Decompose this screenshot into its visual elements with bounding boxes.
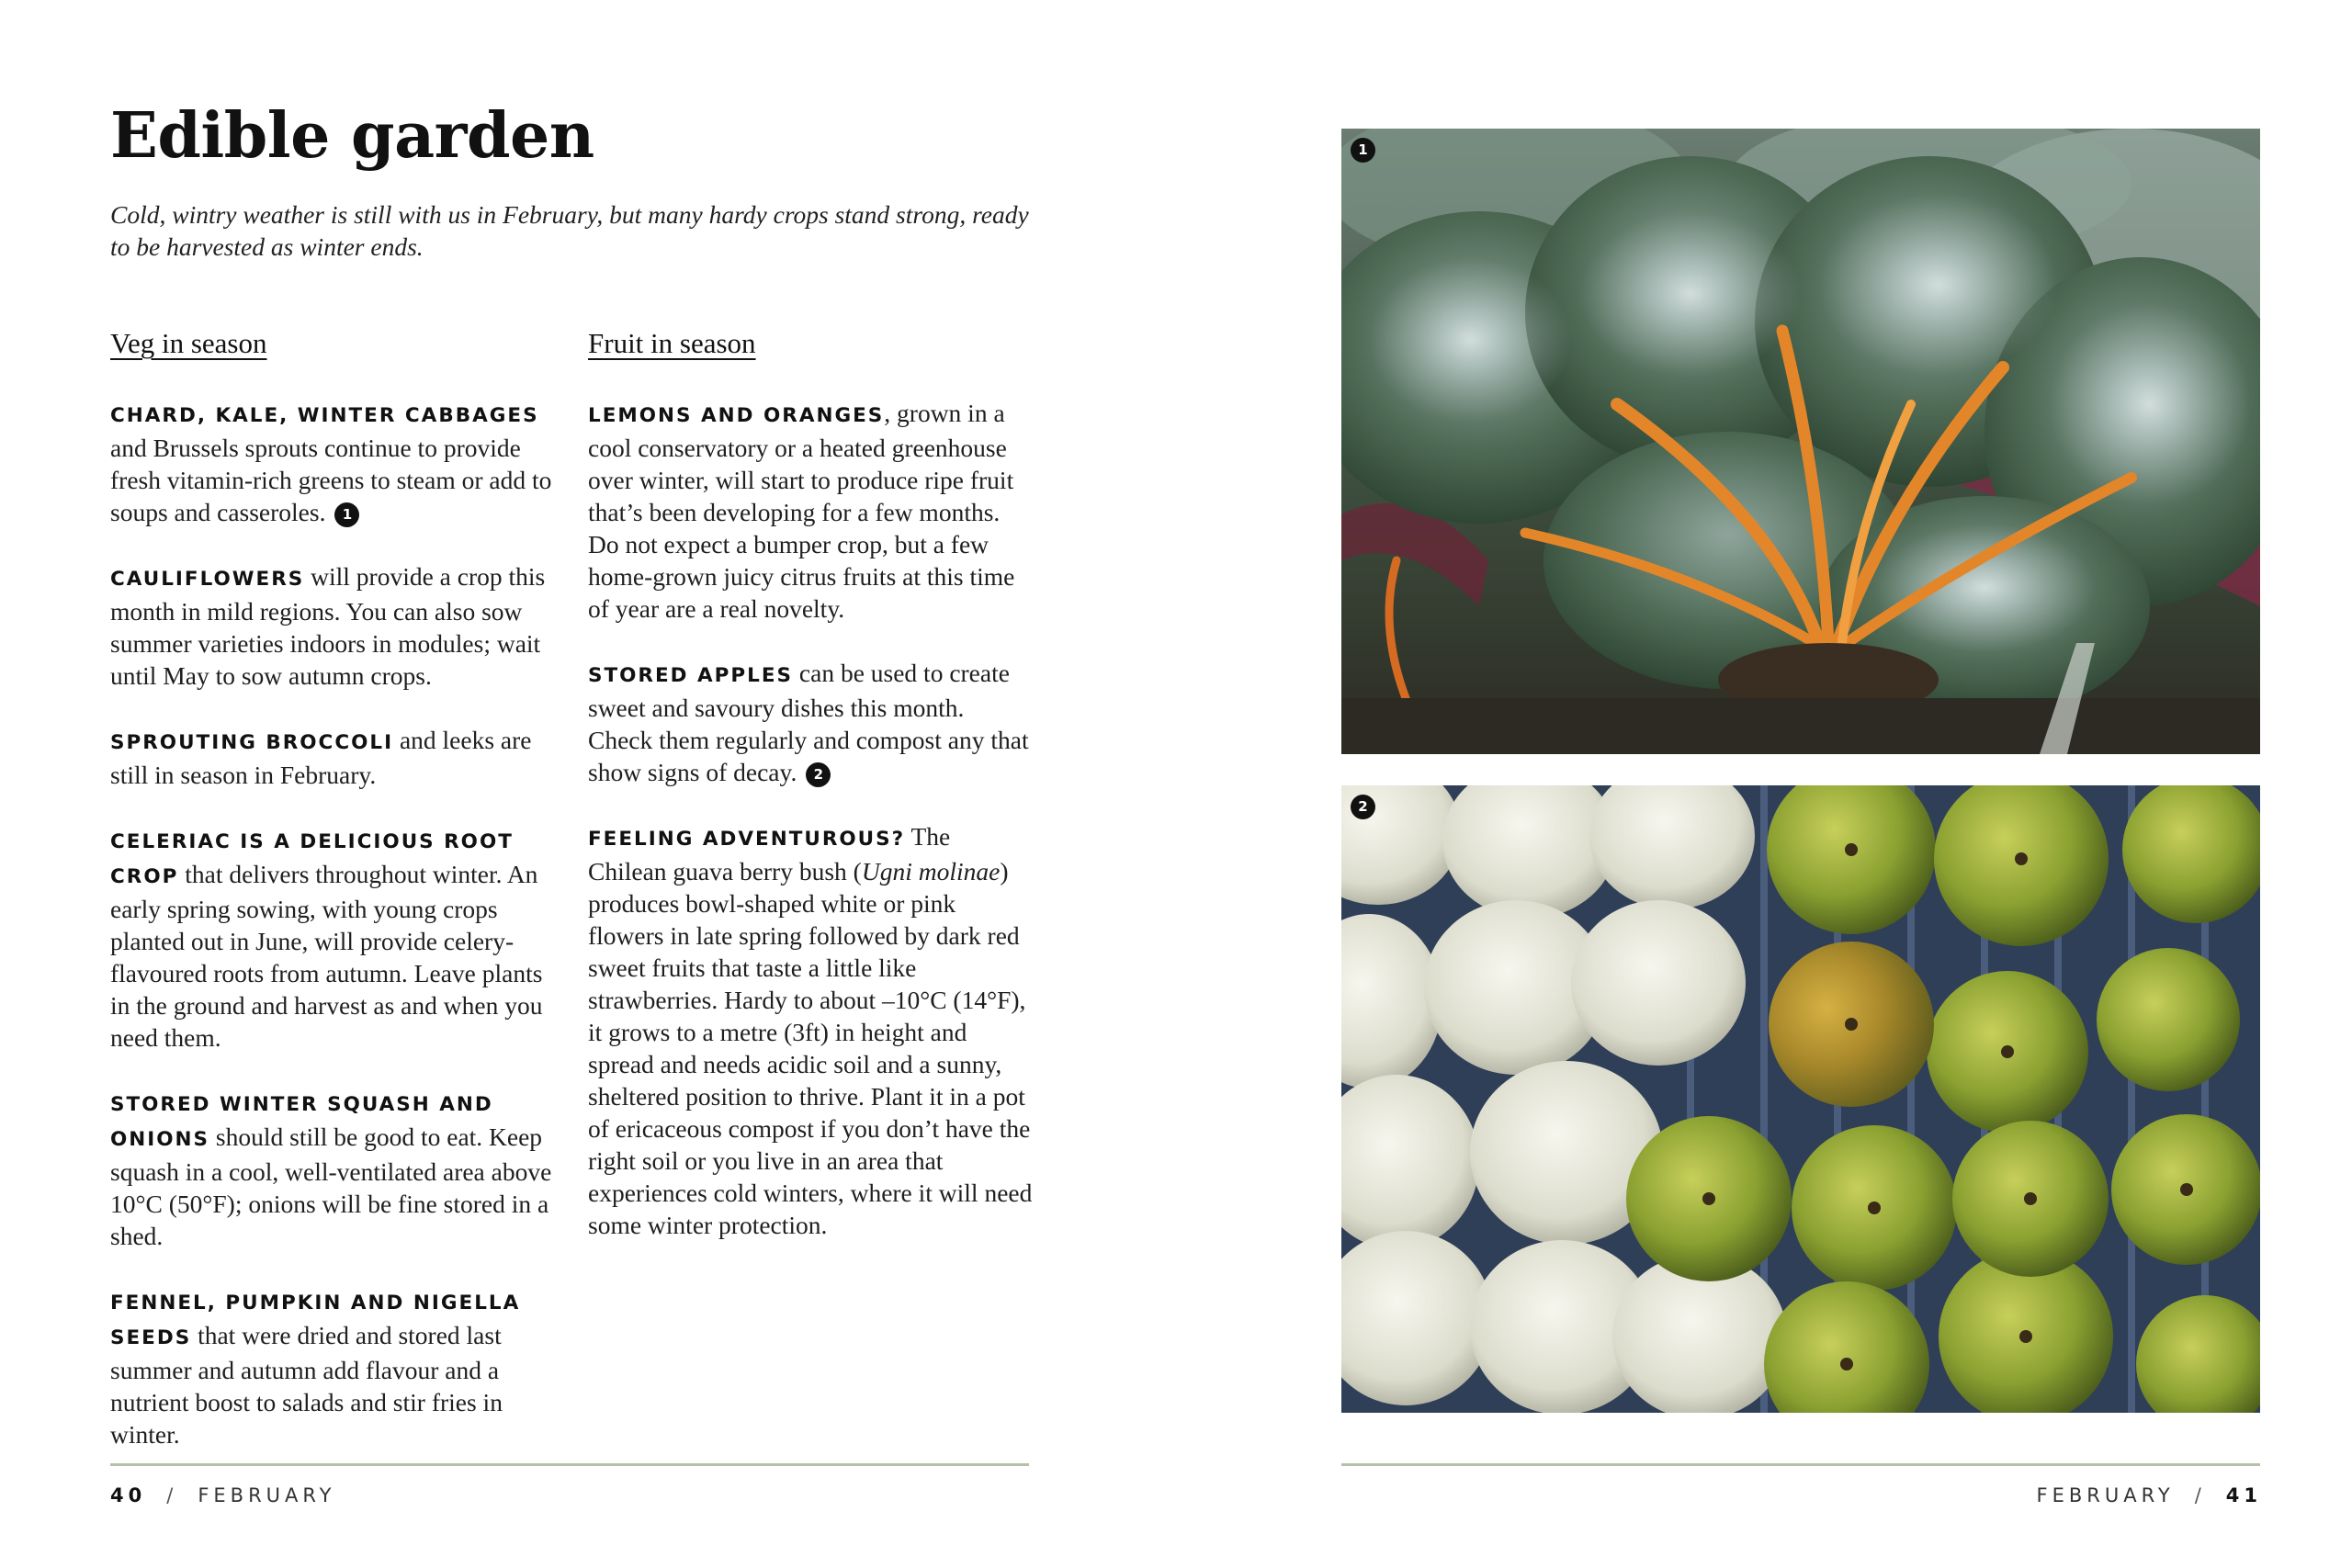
item-text: ) produces bowl-shaped white or pink flowers in late spring followed by dark red sweet fruits that taste a little like strawberries. Hardy to about –10°C (14°F), it grows to a metre (3ft) in height and spread and needs acidic soil and a sunny, sheltered position to thrive. Plant it in a pot of ericaceous compost if you don’t have the right soil or you live in an area that experiences cold winters, where it will need some winter protection. (588, 857, 1033, 1239)
veg-item (110, 1086, 556, 1252)
photo-apples (1341, 785, 2260, 1413)
fruit-item (588, 657, 1034, 788)
veg-in-season-column (110, 323, 556, 1483)
photo-number-badge: 2 (1351, 795, 1375, 819)
photo-number-badge: 1 (1351, 138, 1375, 163)
photo-chard (1341, 129, 2260, 754)
photo-ref-badge: 2 (806, 762, 831, 787)
item-lead: CHARD, KALE, WINTER CABBAGES (110, 404, 539, 427)
folio-separator: / (166, 1484, 178, 1506)
item-lead: STORED WINTER SQUASH AND ONIONS (110, 1093, 493, 1151)
veg-item (110, 724, 556, 791)
right-page (1176, 0, 2352, 1568)
fruit-item (588, 820, 1034, 1241)
item-text: that delivers throughout winter. An early spring sowing, with young crops planted out in June, will provide celery-flavoured roots from autumn. Leave plants in the ground and harvest as and when you need them. (110, 860, 543, 1052)
veg-heading: Veg in season (110, 327, 267, 359)
folio-separator: / (2194, 1484, 2206, 1506)
fruit-heading: Fruit in season (588, 327, 756, 359)
item-text: and Brussels sprouts continue to provide fresh vitamin-rich greens to steam or add to soups and casseroles. (110, 434, 552, 526)
veg-item (110, 397, 556, 528)
folio-left (110, 1484, 335, 1506)
frosted-chard-image (1341, 129, 2260, 754)
fruit-item (588, 397, 1034, 625)
page-title: Edible garden (110, 99, 594, 173)
footer-rule (1341, 1463, 2260, 1466)
item-text: The Chilean guava berry bush ( (588, 822, 951, 886)
item-lead: FENNEL, PUMPKIN AND NIGELLA SEEDS (110, 1292, 521, 1349)
veg-item (110, 823, 556, 1054)
item-text: will provide a crop this month in mild regions. You can also sow summer varieties indoors in modules; wait until May to sow autumn crops. (110, 562, 546, 690)
item-lead: FEELING ADVENTUROUS? (588, 828, 906, 851)
stored-apples-image (1341, 785, 2260, 1413)
footer-rule (110, 1463, 1029, 1466)
folio-month: FEBRUARY (198, 1484, 336, 1506)
item-lead: CELERIAC IS A DELICIOUS ROOT CROP (110, 830, 514, 888)
botanical-name: Ugni molinae (861, 857, 1001, 886)
item-lead: CAULIFLOWERS (110, 568, 305, 591)
fruit-in-season-column (588, 323, 1034, 1273)
folio-right (2037, 1484, 2262, 1506)
item-lead: SPROUTING BROCCOLI (110, 731, 394, 754)
page-number: 40 (110, 1484, 147, 1506)
veg-item (110, 560, 556, 692)
veg-item (110, 1284, 556, 1450)
item-text: that were dried and stored last summer and autumn add flavour and a nutrient boost to salads and stir fries in winter. (110, 1321, 503, 1449)
item-lead: LEMONS AND ORANGES (588, 404, 885, 427)
item-text: and leeks are still in season in February. (110, 726, 532, 789)
folio-month: FEBRUARY (2036, 1484, 2175, 1506)
page-number: 41 (2225, 1484, 2262, 1506)
item-text: can be used to create sweet and savoury dishes this month. Check them regularly and compost any that show signs of decay. (588, 659, 1029, 786)
item-text: , grown in a cool conservatory or a heated greenhouse over winter, will start to produce ripe fruit that’s been developing for a few months. Do not expect a bumper crop, but a few home-grown juicy citrus fruits at this time of year are a real novelty. (588, 399, 1015, 623)
item-text: should still be good to eat. Keep squash in a cool, well-ventilated area above 10°C (50°F); onions will be fine stored in a shed. (110, 1122, 552, 1250)
item-lead: STORED APPLES (588, 664, 794, 687)
photo-ref-badge: 1 (334, 502, 359, 527)
intro-text: Cold, wintry weather is still with us in February, but many hardy crops stand strong, ready to be harvested as winter ends. (110, 200, 1029, 261)
